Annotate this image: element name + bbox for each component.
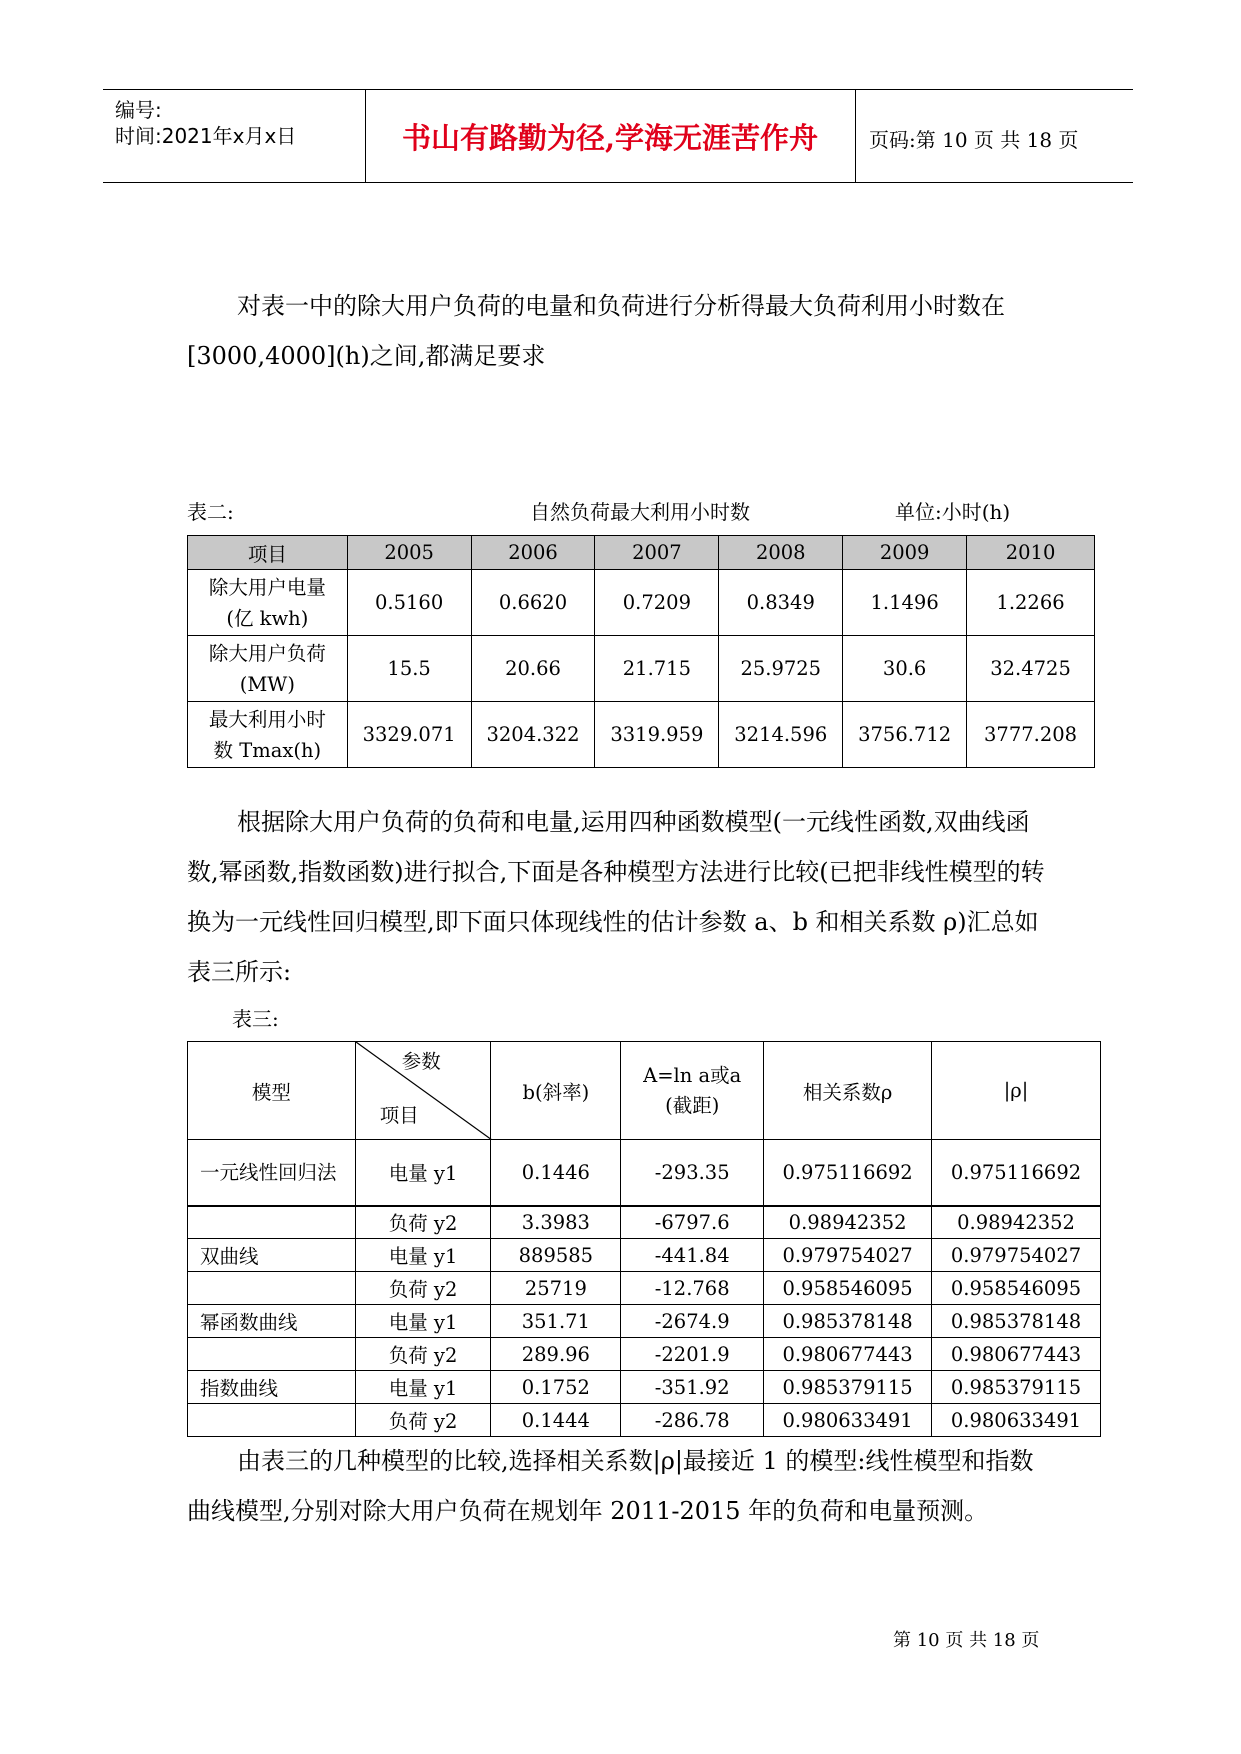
table-row bbox=[188, 1338, 1101, 1371]
header-info-cell bbox=[103, 90, 366, 182]
table-row bbox=[188, 702, 1095, 768]
item-cell: 电量 y1 bbox=[355, 1140, 491, 1206]
model-cell bbox=[188, 1338, 356, 1371]
table-cell: 0.958546095 bbox=[764, 1272, 932, 1305]
item-cell: 电量 y1 bbox=[355, 1305, 491, 1338]
table-cell: 351.71 bbox=[491, 1305, 621, 1338]
item-cell: 负荷 y2 bbox=[355, 1338, 491, 1371]
model-cell: 一元线性回归法 bbox=[188, 1140, 356, 1206]
table-cell: 32.4725 bbox=[967, 636, 1095, 702]
table-row bbox=[188, 1272, 1101, 1305]
table-cell: 0.979754027 bbox=[764, 1239, 932, 1272]
item-cell: 负荷 y2 bbox=[355, 1272, 491, 1305]
table-row bbox=[188, 1404, 1101, 1437]
table2-header-cell: 2008 bbox=[719, 536, 843, 570]
row-label bbox=[188, 702, 348, 768]
table-cell: 0.975116692 bbox=[932, 1140, 1101, 1206]
header-line: (截距) bbox=[665, 1093, 720, 1117]
row-label-line: 数 Tmax(h) bbox=[213, 738, 322, 762]
diagonal-header-cell bbox=[355, 1042, 491, 1140]
table-cell: 0.980633491 bbox=[932, 1404, 1101, 1437]
table-cell: 0.98942352 bbox=[764, 1206, 932, 1239]
table-cell: 889585 bbox=[491, 1239, 621, 1272]
table2-header-cell: 2007 bbox=[595, 536, 719, 570]
table-cell: 3204.322 bbox=[471, 702, 595, 768]
table-cell: 0.985379115 bbox=[764, 1371, 932, 1404]
row-label bbox=[188, 570, 348, 636]
table2-unit: 单位:小时(h) bbox=[895, 500, 1011, 524]
paragraph-3: 由表三的几种模型的比较,选择相关系数|ρ|最接近 1 的模型:线性模型和指数曲线模型,分别对除大用户负荷在规划年 2011-2015 年的负荷和电量预测。 bbox=[187, 1447, 1034, 1525]
diagonal-bottom-label: 项目 bbox=[379, 1104, 419, 1127]
table-cell: 0.8349 bbox=[719, 570, 843, 636]
table-cell: -286.78 bbox=[621, 1404, 764, 1437]
row-label-line: 除大用户电量 bbox=[208, 575, 326, 599]
table-cell: 0.980677443 bbox=[764, 1338, 932, 1371]
table-cell: 30.6 bbox=[843, 636, 967, 702]
model-cell: 指数曲线 bbox=[188, 1371, 356, 1404]
table-cell: 3777.208 bbox=[967, 702, 1095, 768]
model-cell bbox=[188, 1404, 356, 1437]
document-time-label: 时间:2021年x月x日 bbox=[115, 124, 297, 148]
paragraph-2: 根据除大用户负荷的负荷和电量,运用四种函数模型(一元线性函数,双曲线函数,幂函数,指数函数)进行拟合,下面是各种模型方法进行比较(已把非线性模型的转换为一元线性回归模型,即下面只体现线性的估计参数 a、b 和相关系数 ρ)汇总如表三所示: bbox=[187, 808, 1045, 986]
item-cell: 电量 y1 bbox=[355, 1371, 491, 1404]
header-line: A=ln a或a bbox=[643, 1063, 742, 1087]
table-cell: 3756.712 bbox=[843, 702, 967, 768]
table-row bbox=[188, 636, 1095, 702]
table-cell: 0.985378148 bbox=[932, 1305, 1101, 1338]
table-row bbox=[188, 570, 1095, 636]
page-footer: 第 10 页 共 18 页 bbox=[893, 1630, 1040, 1651]
table-cell: 0.5160 bbox=[347, 570, 471, 636]
table-cell: 0.958546095 bbox=[932, 1272, 1101, 1305]
table-cell: 20.66 bbox=[471, 636, 595, 702]
table2-title: 自然负荷最大利用小时数 bbox=[530, 500, 750, 524]
item-cell: 负荷 y2 bbox=[355, 1206, 491, 1239]
table-cell: 0.975116692 bbox=[764, 1140, 932, 1206]
table-cell: -12.768 bbox=[621, 1272, 764, 1305]
table-cell: 1.1496 bbox=[843, 570, 967, 636]
table2-header-cell: 2010 bbox=[967, 536, 1095, 570]
row-label-line: (MW) bbox=[239, 672, 295, 696]
table2-caption-label: 表二: bbox=[187, 500, 234, 524]
table-cell: 25.9725 bbox=[719, 636, 843, 702]
table-cell: 21.715 bbox=[595, 636, 719, 702]
table-cell: -2674.9 bbox=[621, 1305, 764, 1338]
table2 bbox=[187, 535, 1095, 768]
table-cell: -293.35 bbox=[621, 1140, 764, 1206]
model-cell bbox=[188, 1206, 356, 1239]
table-row bbox=[188, 1140, 1101, 1206]
table-row bbox=[188, 1305, 1101, 1338]
page-header bbox=[103, 89, 1133, 183]
table-cell: 289.96 bbox=[491, 1338, 621, 1371]
table3-header-cell: 相关系数ρ bbox=[764, 1042, 932, 1140]
table-row bbox=[188, 1239, 1101, 1272]
table-cell: 0.985378148 bbox=[764, 1305, 932, 1338]
motto-text: 书山有路勤为径,学海无涯苦作舟 bbox=[401, 121, 819, 155]
item-cell: 负荷 y2 bbox=[355, 1404, 491, 1437]
table-cell: 1.2266 bbox=[967, 570, 1095, 636]
table3-header-row bbox=[188, 1042, 1101, 1140]
model-cell: 幂函数曲线 bbox=[188, 1305, 356, 1338]
table-cell: 3329.071 bbox=[347, 702, 471, 768]
row-label-line: 除大用户负荷 bbox=[208, 641, 326, 665]
header-page-number: 页码:第 10 页 共 18 页 bbox=[869, 128, 1079, 152]
table-cell: 0.1444 bbox=[491, 1404, 621, 1437]
table-cell: 0.1752 bbox=[491, 1371, 621, 1404]
table2-header-cell: 2006 bbox=[471, 536, 595, 570]
table-cell: 0.980633491 bbox=[764, 1404, 932, 1437]
table-cell: -2201.9 bbox=[621, 1338, 764, 1371]
header-motto-cell bbox=[365, 90, 856, 182]
model-cell bbox=[188, 1272, 356, 1305]
table-cell: -351.92 bbox=[621, 1371, 764, 1404]
table-cell: 3.3983 bbox=[491, 1206, 621, 1239]
table-cell: 0.980677443 bbox=[932, 1338, 1101, 1371]
table-cell: 0.98942352 bbox=[932, 1206, 1101, 1239]
diagonal-top-label: 参数 bbox=[401, 1050, 441, 1073]
row-label bbox=[188, 636, 348, 702]
table-cell: 0.985379115 bbox=[932, 1371, 1101, 1404]
table2-header-cell: 2009 bbox=[843, 536, 967, 570]
table3-header-cell: b(斜率) bbox=[491, 1042, 621, 1140]
table-cell: 0.7209 bbox=[595, 570, 719, 636]
table-cell: 3214.596 bbox=[719, 702, 843, 768]
item-cell: 电量 y1 bbox=[355, 1239, 491, 1272]
table3 bbox=[187, 1041, 1101, 1437]
paragraph-1: 对表一中的除大用户负荷的电量和负荷进行分析得最大负荷利用小时数在[3000,4000](h)之间,都满足要求 bbox=[187, 292, 1005, 370]
table3-header-cell: 模型 bbox=[188, 1042, 356, 1140]
row-label-line: (亿 kwh) bbox=[226, 606, 309, 630]
table2-header-cell: 2005 bbox=[347, 536, 471, 570]
table-row bbox=[188, 1371, 1101, 1404]
row-label-line: 最大利用小时 bbox=[208, 707, 326, 731]
table3-header-cell: |ρ| bbox=[932, 1042, 1101, 1140]
table-cell: 0.1446 bbox=[491, 1140, 621, 1206]
table-row bbox=[188, 1206, 1101, 1239]
table2-header-row bbox=[188, 536, 1095, 570]
table-cell: 0.979754027 bbox=[932, 1239, 1101, 1272]
table-cell: 0.6620 bbox=[471, 570, 595, 636]
document-number-label: 编号: bbox=[115, 98, 162, 122]
table3-caption-label: 表三: bbox=[232, 1007, 279, 1031]
table-cell: 15.5 bbox=[347, 636, 471, 702]
table2-header-cell: 项目 bbox=[188, 536, 348, 570]
model-cell: 双曲线 bbox=[188, 1239, 356, 1272]
table-cell: -441.84 bbox=[621, 1239, 764, 1272]
header-page-cell bbox=[855, 90, 1133, 182]
table3-header-cell bbox=[621, 1042, 764, 1140]
table-cell: -6797.6 bbox=[621, 1206, 764, 1239]
table-cell: 3319.959 bbox=[595, 702, 719, 768]
table-cell: 25719 bbox=[491, 1272, 621, 1305]
